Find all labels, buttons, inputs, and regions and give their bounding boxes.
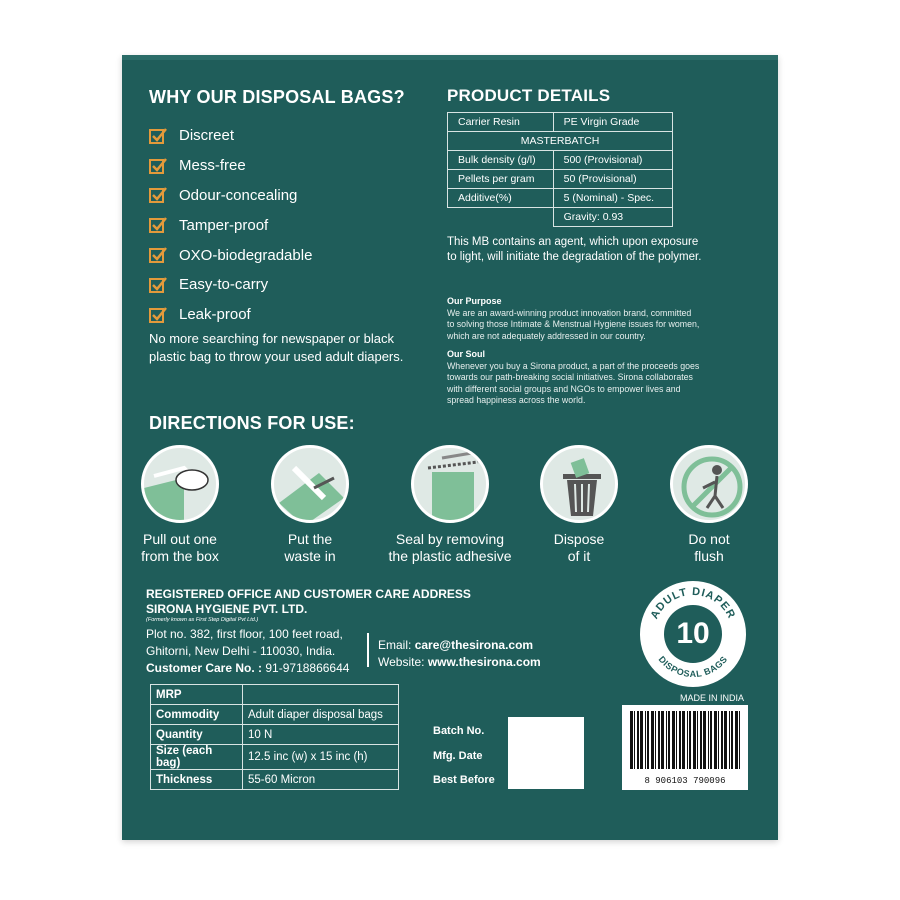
address-line: Plot no. 382, first floor, 100 feet road, <box>146 627 343 641</box>
barcode-bar <box>735 711 738 769</box>
product-title: PRODUCT DETAILS <box>447 86 611 105</box>
batch-labels <box>433 719 495 793</box>
mb-note-line: to light, will initiate the degradation of the polymer. <box>447 251 702 263</box>
barcode <box>622 705 748 790</box>
count-badge <box>640 581 746 687</box>
pd-cell: Bulk density (g/l) <box>448 151 554 170</box>
product-details-table <box>447 112 673 227</box>
checkbox-tick-icon <box>149 127 167 145</box>
website-link[interactable]: www.thesirona.com <box>427 655 541 669</box>
why-list <box>149 121 312 330</box>
direction-label: Dispose <box>553 531 605 547</box>
barcode-bar <box>731 711 733 769</box>
address-divider <box>367 633 369 667</box>
about-line: Whenever you buy a Sirona product, a part of the proceeds goes <box>447 360 700 371</box>
mrp-key: Commodity <box>151 705 243 725</box>
why-note <box>149 330 439 366</box>
about-line: which are not adequately addressed in our country. <box>447 330 646 341</box>
why-item <box>149 210 312 240</box>
barcode-bar <box>676 711 677 769</box>
direction-label: Pull out one <box>143 531 217 547</box>
barcode-bar <box>640 711 643 769</box>
package-top-edge <box>122 55 778 60</box>
barcode-bar <box>672 711 675 769</box>
barcode-bar <box>714 711 717 769</box>
why-item-label: Odour-concealing <box>179 186 298 204</box>
checkbox-tick-icon <box>149 306 167 324</box>
pd-cell: PE Virgin Grade <box>553 113 672 132</box>
about-line: We are an award-winning product innovation brand, committed <box>447 307 692 318</box>
why-note-line: plastic bag to throw your used adult diapers. <box>149 349 404 364</box>
mrp-value: 12.5 inc (w) x 15 inc (h) <box>243 745 399 770</box>
why-item <box>149 240 312 270</box>
direction-label: the plastic adhesive <box>388 548 512 564</box>
barcode-bar <box>634 711 635 769</box>
barcode-bar <box>668 711 670 769</box>
why-item <box>149 300 312 330</box>
pd-cell: Pellets per gram <box>448 170 554 189</box>
barcode-bar <box>708 711 709 769</box>
why-item-label: Discreet <box>179 127 235 145</box>
barcode-bar <box>687 711 688 769</box>
checkbox-tick-icon <box>149 186 167 204</box>
address-line: Ghitorni, New Delhi - 110030, India. <box>146 644 336 658</box>
pd-cell: Gravity: 0.93 <box>553 208 672 227</box>
directions-title: DIRECTIONS FOR USE: <box>149 413 355 433</box>
contact-block <box>378 637 541 671</box>
direction-step <box>250 445 370 565</box>
direction-step <box>380 445 520 565</box>
waste-in-icon <box>271 445 349 523</box>
batch-print-area <box>508 717 584 789</box>
why-item <box>149 121 312 151</box>
company-name: SIRONA HYGIENE PVT. LTD. <box>146 602 308 616</box>
direction-label: Do not <box>688 531 730 547</box>
checkbox-tick-icon <box>149 216 167 234</box>
about-line: spread happiness across the world. <box>447 395 586 405</box>
why-item-label: OXO-biodegradable <box>179 246 313 264</box>
barcode-bar <box>645 711 646 769</box>
mrp-key: Thickness <box>151 770 243 790</box>
checkbox-tick-icon <box>149 276 167 294</box>
barcode-bar <box>703 711 706 769</box>
badge-top-text: ADULT DIAPER <box>648 585 738 622</box>
barcode-bar <box>655 711 656 769</box>
care-label: Customer Care No. : <box>146 661 263 675</box>
barcode-bar <box>682 711 685 769</box>
barcode-number: 8 906103 790096 <box>644 776 726 786</box>
dustbin-icon <box>540 445 618 523</box>
pd-cell: Carrier Resin <box>448 113 554 132</box>
badge-bottom-text: DISPOSAL BAGS <box>656 654 730 680</box>
website-label: Website: <box>378 655 425 669</box>
mrp-table <box>150 684 399 790</box>
direction-step <box>649 445 769 565</box>
barcode-bar <box>724 711 727 769</box>
checkbox-tick-icon <box>149 246 167 264</box>
checkbox-tick-icon <box>149 157 167 175</box>
why-item <box>149 151 312 181</box>
care-number: 91-9718866644 <box>265 661 350 675</box>
email-link[interactable]: care@thesirona.com <box>414 638 534 652</box>
why-item <box>149 270 312 300</box>
badge-number: 10 <box>664 605 722 663</box>
direction-label: waste in <box>284 548 336 564</box>
mfg-date-label: Mfg. Date <box>433 749 483 762</box>
barcode-bar <box>697 711 698 769</box>
direction-step <box>519 445 639 565</box>
made-in-india: MADE IN INDIA <box>680 693 745 703</box>
about-line: towards our path-breaking social initiatives. Sirona collaborates <box>447 372 693 382</box>
why-item-label: Easy-to-carry <box>179 276 269 294</box>
barcode-bar <box>658 711 660 769</box>
batch-no-label: Batch No. <box>433 725 485 737</box>
email-label: Email: <box>378 638 412 652</box>
about-block <box>447 296 747 407</box>
mrp-value <box>243 685 399 705</box>
pd-masterbatch: MASTERBATCH <box>448 132 673 151</box>
barcode-bar <box>647 711 649 769</box>
no-flush-icon <box>670 445 748 523</box>
why-item-label: Tamper-proof <box>179 216 269 234</box>
formerly-known: (Formerly known as First Step Digital Pvt Ltd.) <box>146 617 259 623</box>
direction-label: Seal by removing <box>395 531 505 547</box>
barcode-bar <box>718 711 719 769</box>
hand-pull-icon <box>141 445 219 523</box>
direction-label: Put the <box>287 531 333 547</box>
best-before-label: Best Before <box>433 774 495 786</box>
purpose-title: Our Purpose <box>447 296 502 306</box>
mrp-key: Quantity <box>151 725 243 745</box>
barcode-bar <box>739 711 740 769</box>
mb-note <box>447 235 701 265</box>
mrp-value: Adult diaper disposal bags <box>243 705 399 725</box>
soul-title: Our Soul <box>447 349 485 359</box>
barcode-bar <box>689 711 691 769</box>
direction-step <box>120 445 240 565</box>
why-item <box>149 181 312 211</box>
package-back-panel <box>122 55 778 840</box>
why-note-line: No more searching for newspaper or black <box>149 331 394 346</box>
mrp-key: MRP <box>151 685 243 705</box>
barcode-bars <box>622 705 748 773</box>
direction-label: from the box <box>141 548 219 564</box>
why-item-label: Leak-proof <box>179 306 251 324</box>
direction-label: of it <box>567 548 591 564</box>
pd-cell: 5 (Nominal) - Spec. <box>553 189 672 208</box>
barcode-bar <box>666 711 667 769</box>
why-item-label: Mess-free <box>179 157 246 175</box>
mb-note-line: This MB contains an agent, which upon exposure <box>447 236 699 248</box>
barcode-bar <box>693 711 696 769</box>
barcode-bar <box>630 711 633 769</box>
pd-cell: 500 (Provisional) <box>553 151 672 170</box>
pd-cell: Additive(%) <box>448 189 554 208</box>
barcode-bar <box>679 711 681 769</box>
barcode-bar <box>729 711 730 769</box>
mrp-value: 55-60 Micron <box>243 770 399 790</box>
mrp-key: Size (each bag) <box>151 745 243 770</box>
about-line: with different social groups and NGOs to empower lives and <box>447 383 681 394</box>
mrp-value: 10 N <box>243 725 399 745</box>
barcode-bar <box>710 711 712 769</box>
barcode-bar <box>637 711 639 769</box>
why-title: WHY OUR DISPOSAL BAGS? <box>149 87 405 107</box>
barcode-bar <box>661 711 664 769</box>
barcode-bar <box>721 711 723 769</box>
pd-cell: 50 (Provisional) <box>553 170 672 189</box>
direction-label: flush <box>694 548 724 564</box>
about-line: to solving those Intimate & Menstrual Hygiene issues for women, <box>447 319 700 329</box>
seal-bag-icon <box>411 445 489 523</box>
barcode-bar <box>700 711 702 769</box>
barcode-bar <box>651 711 654 769</box>
address-heading: REGISTERED OFFICE AND CUSTOMER CARE ADDRESS <box>146 587 471 601</box>
